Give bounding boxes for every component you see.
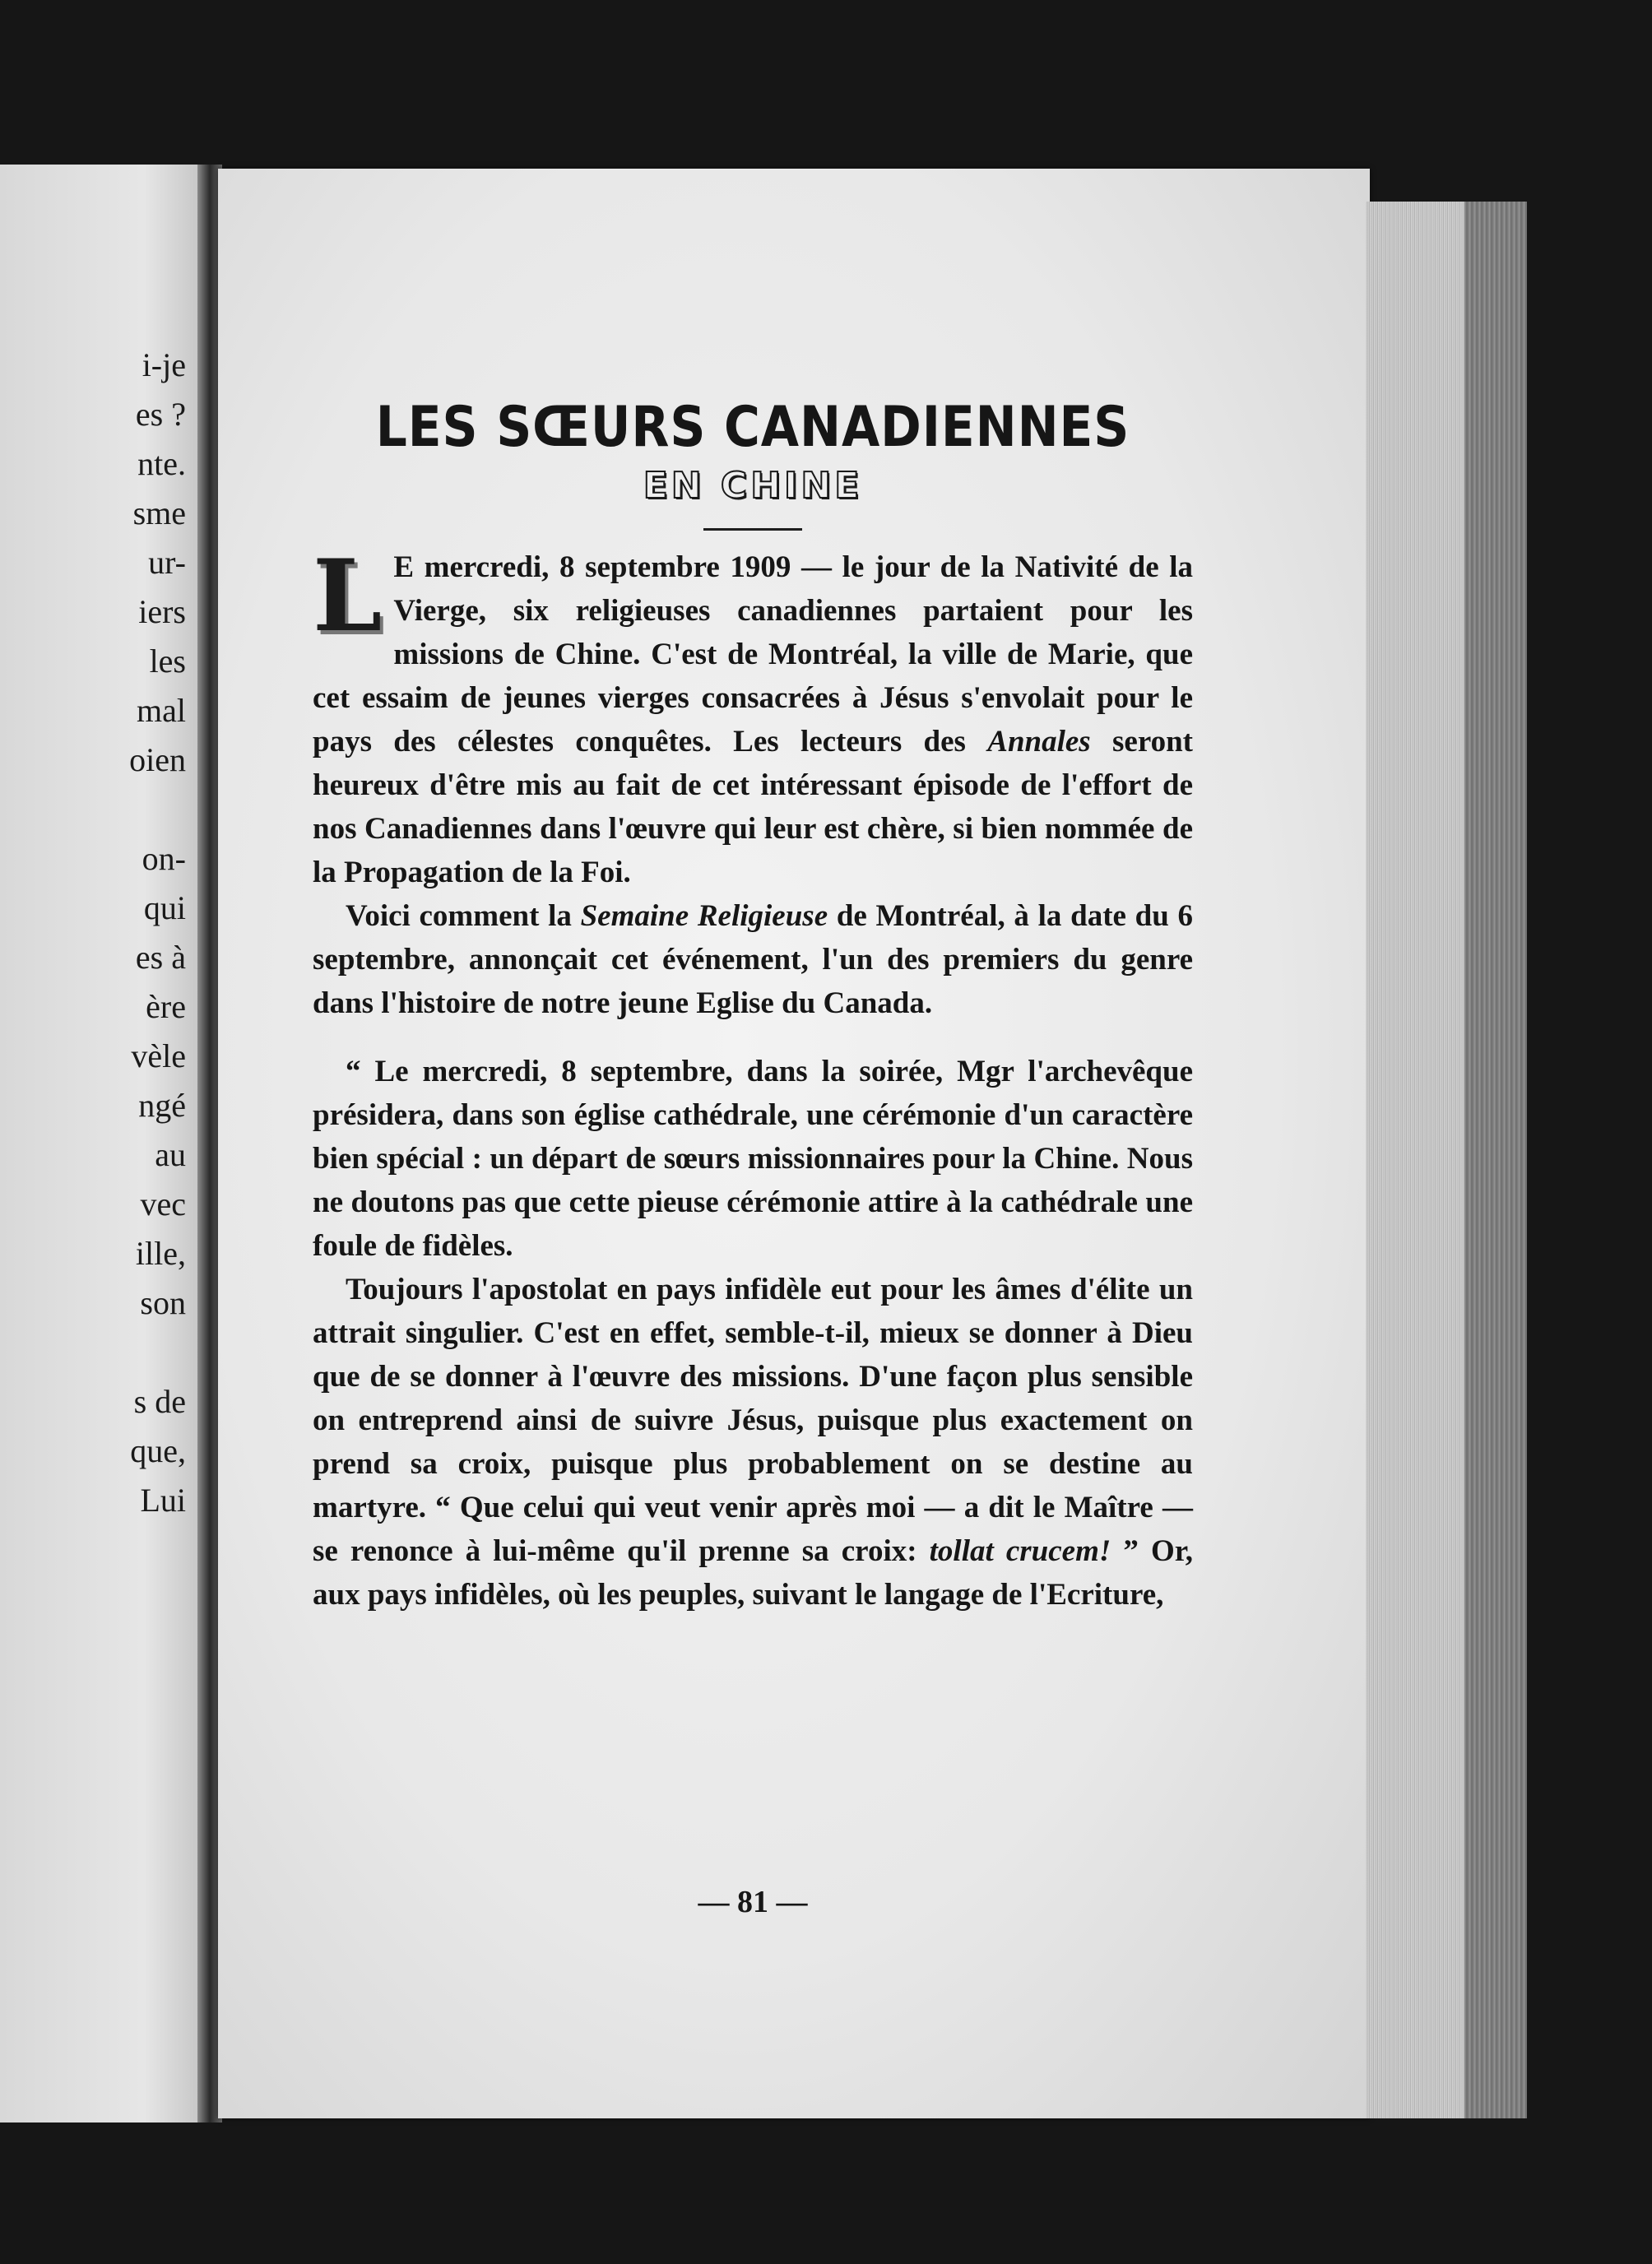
left-page-fragment: on- [142, 840, 186, 877]
left-page-fragment: ère [146, 988, 186, 1025]
paragraph-1-text: E mercredi, 8 septembre 1909 — le jour de la Nativité de la Vierge, six religieuses canadiennes partaient pour les missions de Chine. C'est de Montréal, la ville de Marie, que cet essaim de jeunes vierges consacrées à Jésus s'envolait pour le pays des célestes conquêtes. Les lecteurs des [313, 550, 1193, 759]
semaine-religieuse-italic: Semaine Religieuse [580, 899, 828, 933]
left-page-fragment: nte. [137, 445, 186, 482]
left-page-fragment: s de [133, 1383, 186, 1420]
page-fore-edge-shadow [1464, 202, 1527, 2118]
paragraph-2 [313, 894, 1193, 1025]
left-page-fragment: es à [135, 939, 186, 976]
article-title: LES SŒURS CANADIENNES [375, 395, 1130, 460]
left-page-fragment: ngé [138, 1087, 186, 1124]
tollat-crucem-italic: tollat crucem! [929, 1534, 1111, 1568]
paragraph-1-end: seront heureux d'être mis au fait de cet intéressant épisode de l'effort de nos Canadiennes dans l'œuvre qui leur est chère, si bien nommée de la Propagation de la Foi. [313, 725, 1193, 889]
left-page-fragment: iers [138, 593, 186, 630]
paragraph-1 [313, 538, 1193, 894]
paragraph-4 [313, 1268, 1193, 1617]
left-page-fragment: son [140, 1284, 186, 1321]
left-page-fragment: ille, [135, 1235, 186, 1272]
left-page-fragment: les [149, 643, 186, 680]
left-page-fragment: sme [132, 494, 186, 531]
title-rule [703, 528, 802, 531]
left-page-fragment: au [155, 1136, 186, 1173]
left-page-fragment: vec [140, 1185, 186, 1222]
page-number: — 81 — [698, 1885, 808, 1919]
left-page-fragment: i-je [142, 346, 186, 383]
paragraph-2-text: Voici comment la [346, 899, 581, 933]
left-page-fragment: qui [143, 889, 186, 926]
left-page-fragment: Lui [140, 1482, 186, 1519]
article [313, 395, 1194, 1919]
left-page-fragment: vèle [131, 1037, 186, 1074]
paragraph-3: “ Le mercredi, 8 septembre, dans la soirée, Mgr l'archevêque présidera, dans son église cathédrale, une cérémonie d'un caractère bien spécial : un départ de sœurs missionnaires pour la Chine. Nous ne doutons pas que cette pieuse cérémonie attire à la cathédrale une foule de fidèles. [313, 1055, 1193, 1263]
paragraph-4-end: ” Or, aux pays infidèles, où les peuples, suivant le langage de l'Ecriture, [313, 1534, 1194, 1612]
left-page-fragment: que, [130, 1432, 186, 1469]
annales-italic: Annales [987, 725, 1091, 759]
left-page-fragment: mal [137, 692, 186, 729]
paragraph-2-end: de Montréal, à la date du 6 septembre, annonçait cet événement, l'un des premiers du genre dans l'histoire de notre jeune Eglise du Canada. [313, 899, 1193, 1020]
paragraph-4-text: Toujours l'apostolat en pays infidèle eut pour les âmes d'élite un attrait singulier. C'est en effet, semble-t-il, mieux se donner à Dieu que de se donner à l'œuvre des missions. D'une façon plus sensible on entreprend ainsi de suivre Jésus, puisque plus exactement on prend sa croix, puisque plus probablement on se destine au martyre. “ Que celui qui veut venir après moi — a dit le Maître — se renonce à lui-même qu'il prenne sa croix: [313, 1273, 1193, 1568]
left-page-fragment: ur- [148, 544, 186, 581]
left-page-fragment: es ? [135, 396, 186, 433]
left-page-fragment: oien [129, 741, 186, 778]
article-subtitle: EN CHINE [643, 465, 863, 507]
drop-cap: L [313, 538, 383, 654]
